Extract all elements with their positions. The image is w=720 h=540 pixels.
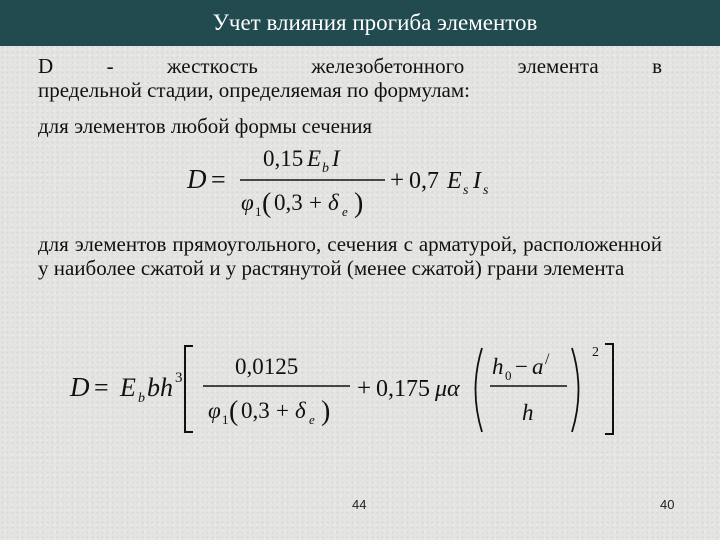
svg-text:0,175: 0,175 — [376, 376, 430, 402]
svg-text:bh: bh — [147, 373, 173, 402]
svg-text:φ: φ — [241, 190, 254, 215]
svg-text:E: E — [447, 168, 462, 194]
page-number-right: 40 — [660, 497, 675, 512]
svg-text:=: = — [94, 373, 109, 402]
svg-text:s: s — [483, 183, 489, 198]
definition-line-1: D - жесткость железобетонного элемента в — [38, 54, 662, 78]
svg-text:2: 2 — [592, 345, 599, 360]
formula-2 — [62, 340, 622, 440]
svg-text:φ: φ — [208, 398, 221, 423]
svg-text:/: / — [545, 351, 550, 368]
case2-text: для элементов прямоугольного, сечения с арматурой, расположенной у наиболее сжатой и у растянутой (менее сжатой) грани элемента — [38, 232, 662, 280]
svg-text:): ) — [321, 396, 331, 427]
svg-text:δ: δ — [295, 398, 306, 423]
svg-text:b: b — [322, 161, 329, 176]
svg-text:s: s — [463, 183, 469, 198]
svg-text:E: E — [120, 373, 136, 402]
formula-1 — [185, 140, 515, 224]
svg-text:e: e — [342, 204, 348, 219]
svg-text:D: D — [70, 372, 90, 402]
svg-text:+: + — [390, 167, 405, 194]
definition-line-2: предельной стадии, определяемая по формулам: — [38, 78, 470, 102]
svg-text:E: E — [307, 146, 322, 171]
svg-text:a: a — [532, 354, 544, 379]
svg-text:I: I — [473, 168, 481, 194]
svg-text:−: − — [515, 354, 528, 379]
title-bar — [0, 0, 720, 46]
svg-text:3: 3 — [175, 370, 183, 386]
svg-text:+: + — [309, 190, 322, 215]
svg-text:0,0125: 0,0125 — [235, 354, 299, 379]
svg-text:h: h — [492, 354, 504, 379]
page-number-center: 44 — [352, 497, 367, 512]
svg-text:b: b — [138, 391, 145, 406]
svg-text:1: 1 — [222, 412, 229, 427]
svg-text:): ) — [354, 188, 364, 219]
case1-text: для элементов любой формы сечения — [38, 114, 373, 138]
svg-text:(: ( — [262, 188, 272, 219]
svg-text:=: = — [211, 165, 226, 194]
svg-text:h: h — [522, 400, 534, 425]
svg-text:0,3: 0,3 — [241, 398, 270, 423]
svg-text:δ: δ — [328, 190, 339, 215]
svg-text:0: 0 — [505, 368, 512, 383]
svg-text:(: ( — [229, 396, 239, 427]
svg-text:I: I — [332, 146, 340, 171]
svg-text:0,3: 0,3 — [274, 190, 303, 215]
svg-text:+: + — [357, 375, 372, 402]
svg-text:0,15: 0,15 — [263, 146, 304, 171]
svg-text:1: 1 — [255, 204, 262, 219]
slide-title: Учет влияния прогиба элементов — [212, 10, 538, 35]
svg-text:+: + — [276, 398, 289, 423]
svg-text:D: D — [187, 164, 207, 194]
svg-text:0,7: 0,7 — [409, 168, 439, 194]
svg-text:μα: μα — [435, 376, 460, 402]
svg-text:e: e — [309, 412, 315, 427]
